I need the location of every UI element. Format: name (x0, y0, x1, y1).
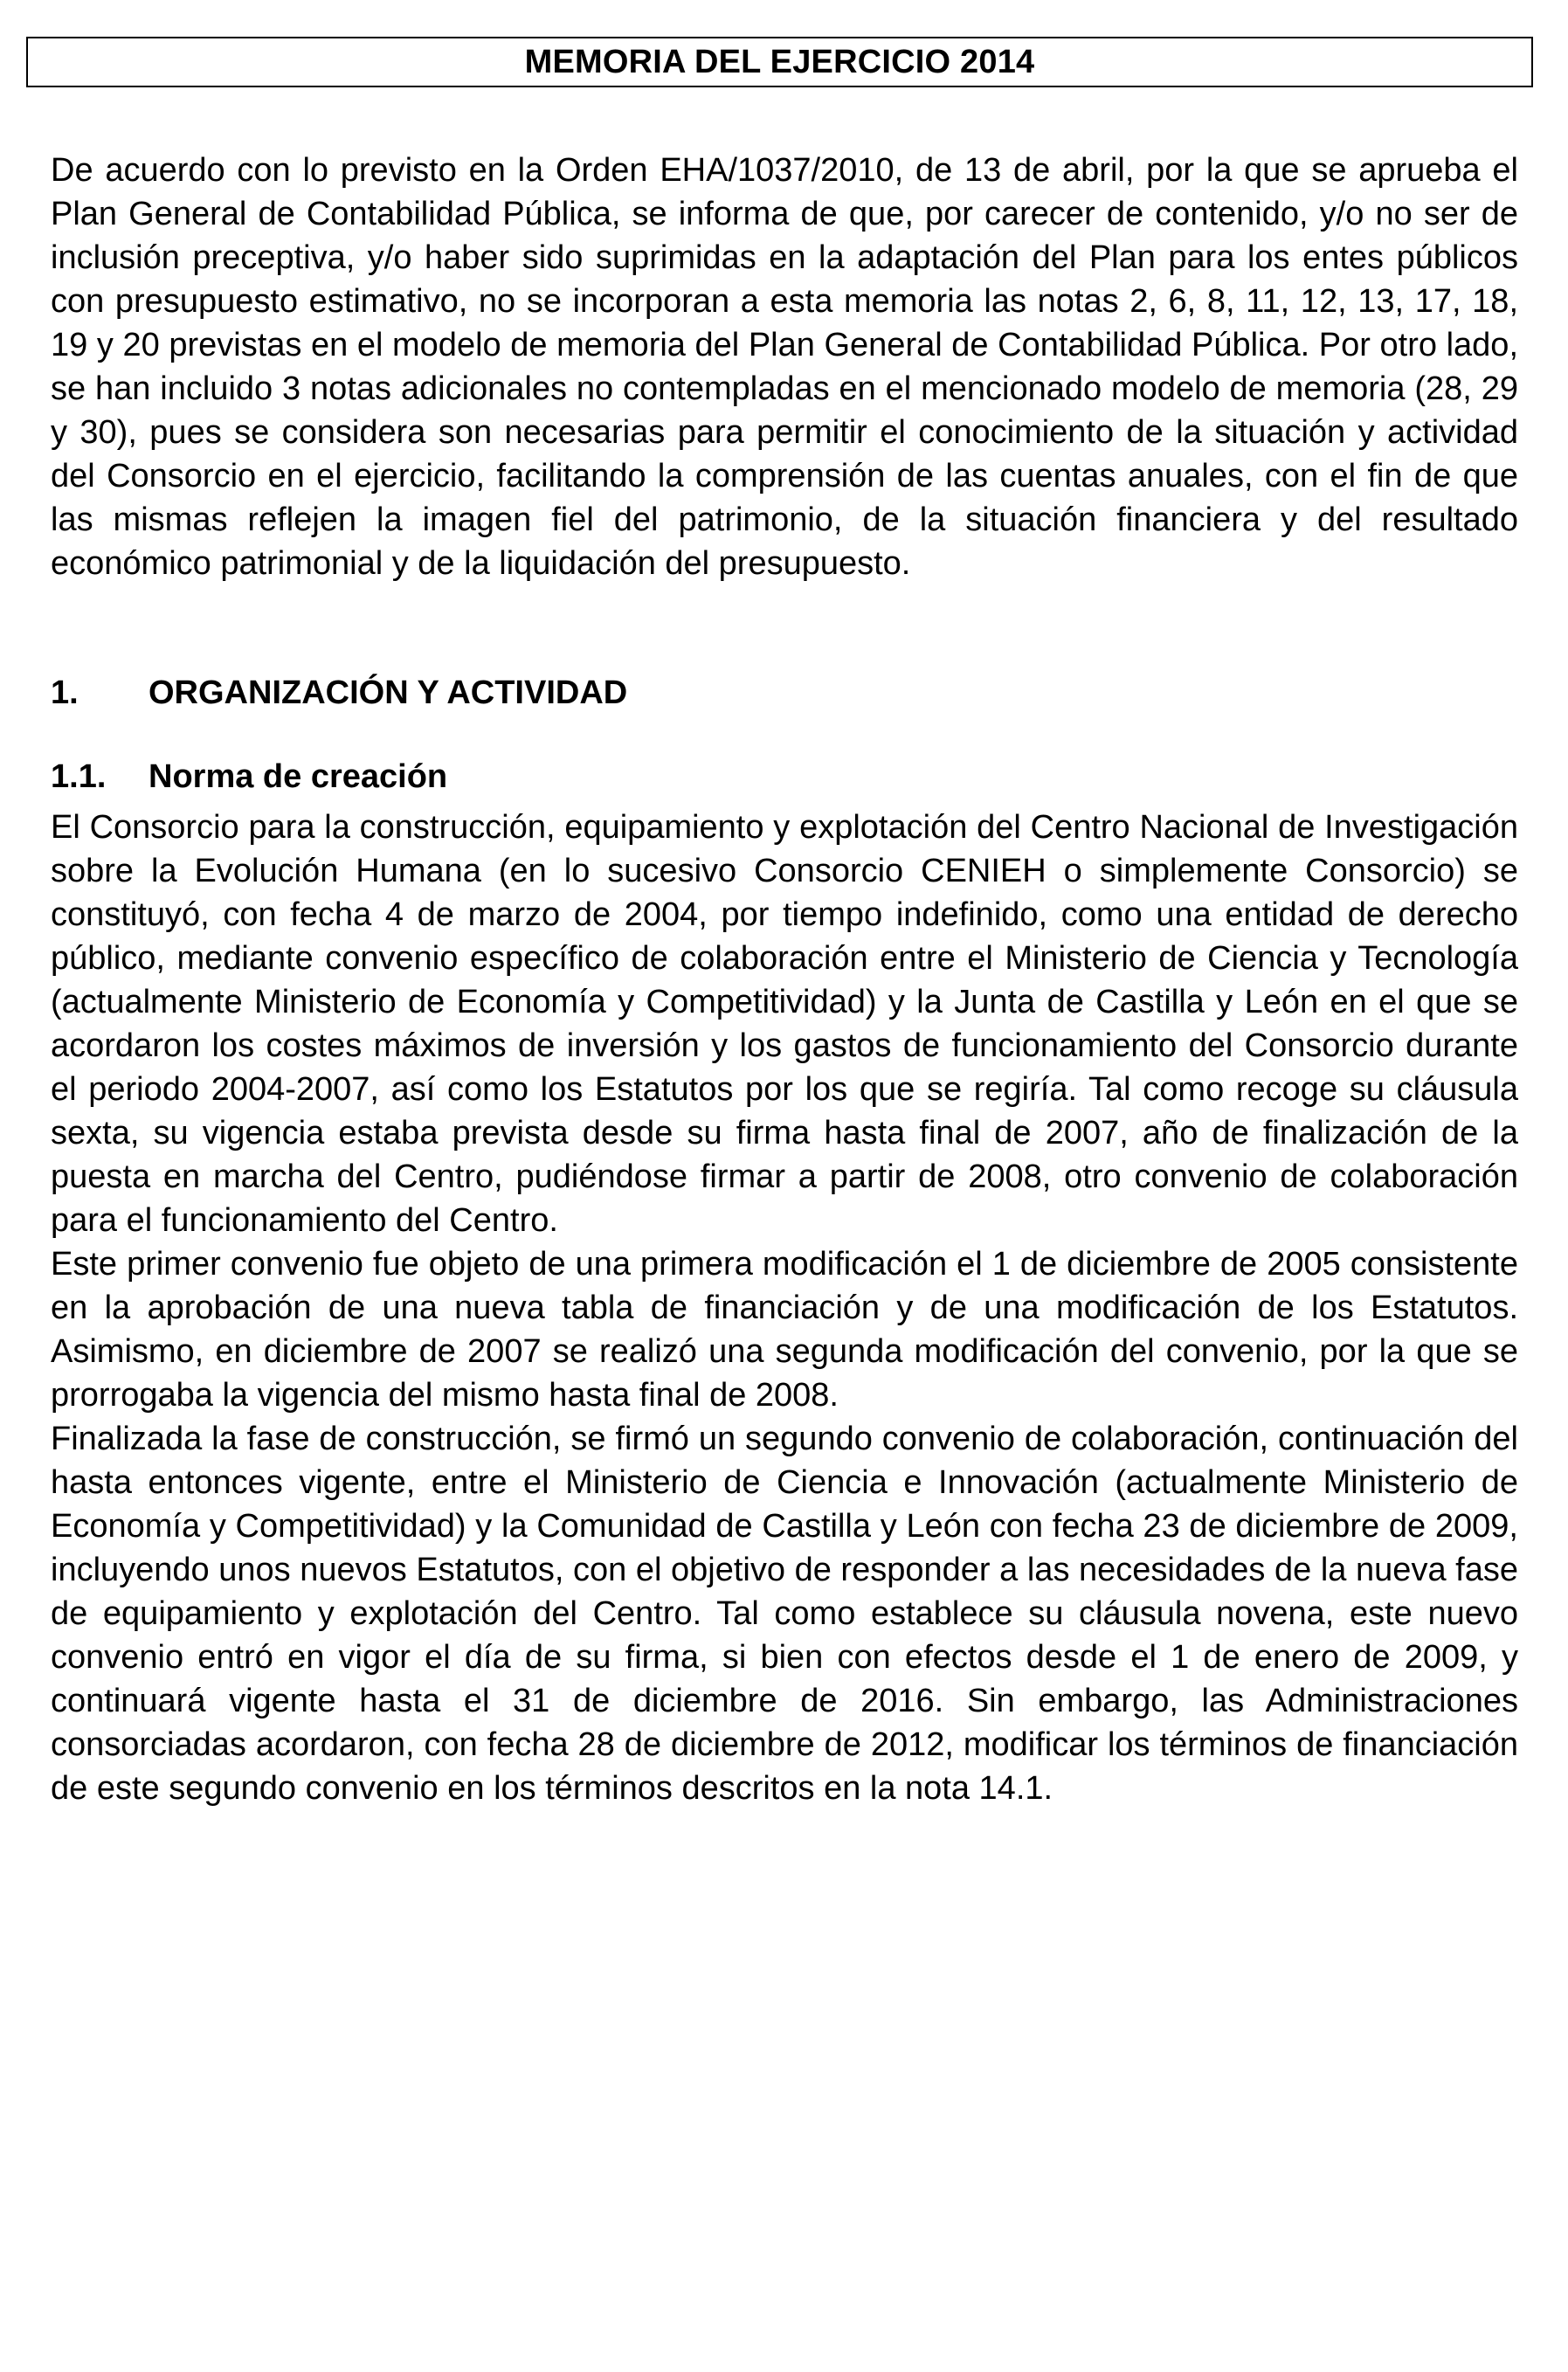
document-title: MEMORIA DEL EJERCICIO 2014 (26, 37, 1533, 87)
paragraph: Este primer convenio fue objeto de una primera modificación el 1 de diciembre de 2005 consistente en la aprobación de una nueva tabla de financiación y de una modificación de los Estatutos. Asimismo, en diciembre de 2007 se realizó una segunda modificación del convenio, por la que se prorrogaba la vigencia del mismo hasta final de 2008. (51, 1246, 1518, 1414)
section-heading-1 (51, 671, 1518, 715)
intro-paragraph: De acuerdo con lo previsto en la Orden EHA/1037/2010, de 13 de abril, por la que se aprueba el Plan General de Contabilidad Pública, se informa de que, por carecer de contenido, y/o no ser de inclusión preceptiva, y/o haber sido suprimidas en la adaptación del Plan para los entes públicos con presupuesto estimativo, no se incorporan a esta memoria las notas 2, 6, 8, 11, 12, 13, 17, 18, 19 y 20 previstas en el modelo de memoria del Plan General de Contabilidad Pública. Por otro lado, se han incluido 3 notas adicionales no contempladas en el mencionado modelo de memoria (28, 29 y 30), pues se considera son necesarias para permitir el conocimiento de la situación y actividad del Consorcio en el ejercicio, facilitando la comprensión de las cuentas anuales, con el fin de que las mismas reflejen la imagen fiel del patrimonio, de la situación financiera y del resultado económico patrimonial y de la liquidación del presupuesto. (51, 152, 1518, 582)
subsection-heading-1-1 (51, 755, 1518, 799)
subsection-number: 1.1. (51, 758, 107, 795)
section-title: ORGANIZACIÓN Y ACTIVIDAD (149, 674, 628, 711)
paragraph: El Consorcio para la construcción, equipamiento y explotación del Centro Nacional de Investigación sobre la Evolución Humana (en lo sucesivo Consorcio CENIEH o simplemente Consorcio) se constituyó, con fecha 4 de marzo de 2004, por tiempo indefinido, como una entidad de derecho público, mediante convenio específico de colaboración entre el Ministerio de Ciencia y Tecnología (actualmente Ministerio de Economía y Competitividad) y la Junta de Castilla y León en el que se acordaron los costes máximos de inversión y los gastos de funcionamiento del Consorcio durante el periodo 2004-2007, así como los Estatutos por los que se regiría. Tal como recoge su cláusula sexta, su vigencia estaba prevista desde su firma hasta final de 2007, año de finalización de la puesta en marcha del Centro, pudiéndose firmar a partir de 2008, otro convenio de colaboración para el funcionamiento del Centro. (51, 809, 1518, 1239)
section-number: 1. (51, 674, 79, 711)
document-body (51, 149, 1518, 1810)
paragraph: Finalizada la fase de construcción, se firmó un segundo convenio de colaboración, continuación del hasta entonces vigente, entre el Ministerio de Ciencia e Innovación (actualmente Ministerio de Economía y Competitividad) y la Comunidad de Castilla y León con fecha 23 de diciembre de 2009, incluyendo unos nuevos Estatutos, con el objetivo de responder a las necesidades de la nueva fase de equipamiento y explotación del Centro. Tal como establece su cláusula novena, este nuevo convenio entró en vigor el día de su firma, si bien con efectos desde el 1 de enero de 2009, y continuará vigente hasta el 31 de diciembre de 2016. Sin embargo, las Administraciones consorciadas acordaron, con fecha 28 de diciembre de 2012, modificar los términos de financiación de este segundo convenio en los términos descritos en la nota 14.1. (51, 1421, 1518, 1807)
subsection-title: Norma de creación (149, 758, 448, 795)
